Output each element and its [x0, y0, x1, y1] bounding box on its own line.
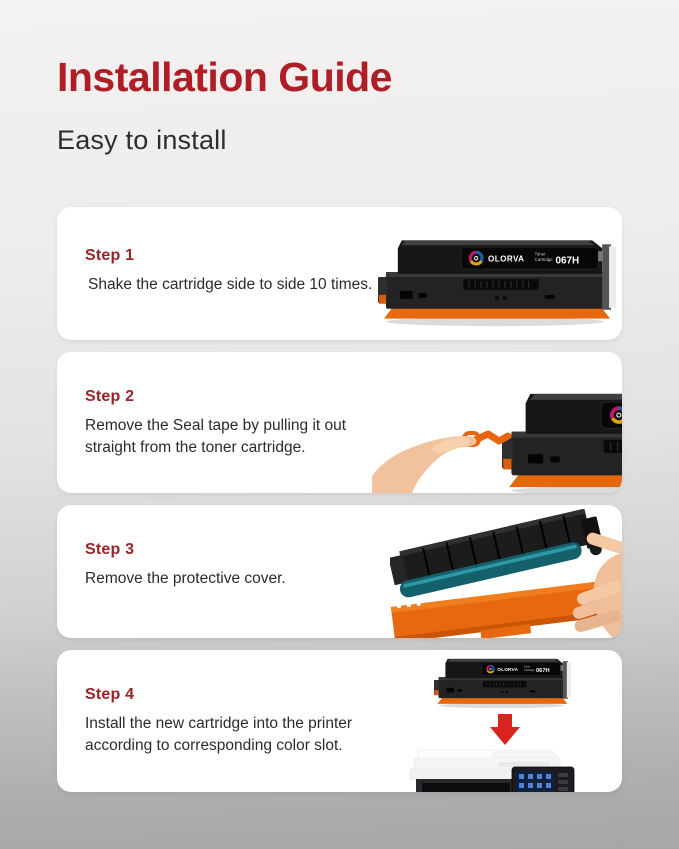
- step-card-1: [57, 207, 622, 340]
- page-header: [57, 54, 392, 156]
- step-3-protective-cover-illustration: [390, 509, 622, 638]
- step-1-text: [85, 247, 372, 296]
- step-4-text: [85, 686, 401, 757]
- step-1-toner-cartridge-illustration: [378, 233, 616, 329]
- step-4-description: Install the new cartridge into the printer according to corresponding color slot.: [85, 715, 353, 754]
- printer-control-panel: [512, 767, 574, 792]
- step-3-description: Remove the protective cover.: [85, 570, 286, 587]
- step-4-printer-illustration: [406, 654, 598, 792]
- step-4-label: Step 4: [85, 686, 135, 703]
- step-1-description: Shake the cartridge side to side 10 times.: [88, 276, 373, 293]
- step-card-2: [57, 352, 622, 493]
- step-card-4: [57, 650, 622, 792]
- step-2-text: [85, 388, 401, 459]
- page-subtitle: Easy to install: [57, 125, 227, 155]
- step-2-seal-tape-illustration: [372, 384, 622, 493]
- printer-graphic: [410, 750, 574, 792]
- step-2-description: Remove the Seal tape by pulling it out straight from the toner cartridge.: [85, 417, 347, 456]
- step-1-label: Step 1: [85, 247, 135, 264]
- step-3-text: [85, 541, 286, 590]
- toner-cartridge-graphic: [434, 659, 571, 708]
- step-card-3: [57, 505, 622, 638]
- down-arrow-icon: [490, 714, 520, 745]
- step-2-label: Step 2: [85, 388, 135, 405]
- step-3-label: Step 3: [85, 541, 135, 558]
- page-title: Installation Guide: [57, 54, 392, 100]
- toner-cartridge-graphic: [502, 394, 622, 493]
